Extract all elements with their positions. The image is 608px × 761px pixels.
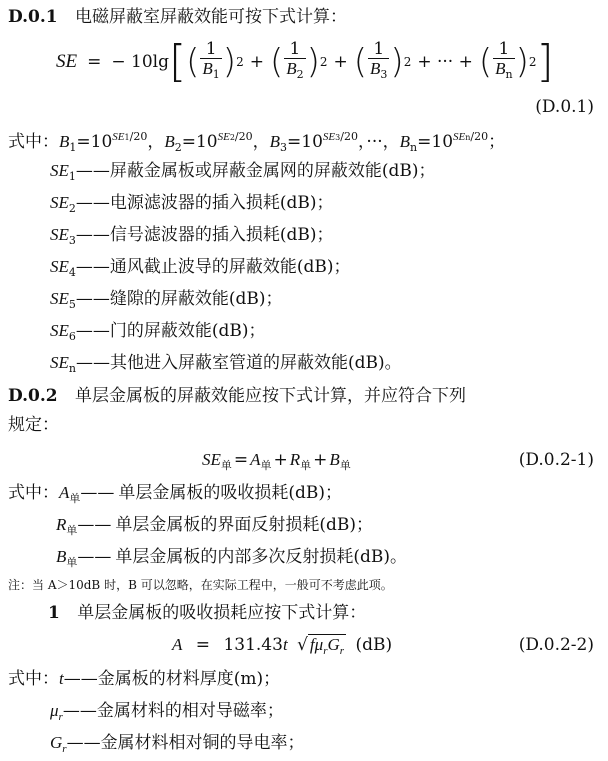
clause-d01-title: 电磁屏蔽室屏蔽效能可按下式计算： [75,7,348,27]
formula-d02-1-number: (D.0.2-1) [518,450,594,470]
definition-item: $SE_n——$其他进入屏蔽室管道的屏蔽效能(dB)。 [50,353,402,375]
sub-clause-1: 1 单层金属板的吸收损耗应按下式计算： [48,603,367,623]
definition-item: $G_r——$金属材料相对铜的导电率； [50,733,305,755]
formula-d01-number: (D.0.1) [535,97,594,117]
definition-item: 式中：t——金属板的材料厚度(m)； [8,669,281,689]
clause-d02-label: D.0.2 [8,386,58,406]
definition-item: $SE_3——$信号滤波器的插入损耗(dB)； [50,225,334,247]
definition-item: $SE_2——$电源滤波器的插入损耗(dB)； [50,193,334,215]
definition-item: 式中：$A_单——$ 单层金属板的吸收损耗(dB)； [8,483,343,505]
formula-d01-frac-1: $\frac{1}{B_1}$ [202,38,220,81]
formula-d01-close-bracket: ] [536,36,554,87]
formula-d01: SE = − 10lg [ ( $\frac{1}{B_1}$ ) 2 + ( $\frac{1}{B_2}$ ) 2 + ( $\frac{1}{B_3}$ ) 2 + ··· + ( $\frac{1}{B_n}$ ) 2 ] [56,36,554,87]
formula-d01-lhs: SE [56,51,78,72]
formula-d01-frac-3: $\frac{1}{B_3}$ [370,38,388,81]
formula-d02-2: A = 131.43t √ $f\mu_rG_r$ (dB) [172,635,393,657]
clause-d01-label: D.0.1 [8,7,58,27]
note: 注：当 A＞10dB 时，B 可以忽略，在实际工程中，一般可不考虑此项。 [8,578,393,592]
definition-item: $SE_1——$屏蔽金属板或屏蔽金属网的屏蔽效能(dB)； [50,161,436,183]
formula-d01-open-bracket: [ [168,36,187,87]
b-definitions: 式中：$B_1=10^{SE1/20}$，$B_2=10^{SE2/20}$，$B_3=10^{SE3/20}$，···，$B_n=10^{SEn/20}$； [8,130,506,154]
definition-item: $SE_6——$门的屏蔽效能(dB)； [50,321,266,343]
formula-d02-2-number: (D.0.2-2) [518,635,594,655]
formula-d01-coef: − 10lg [111,52,169,72]
formula-d02-1: $SE_单 = A_单 + R_单 + B_单$ [202,450,351,472]
formula-d01-eq: = [87,52,102,72]
definition-item: $SE_4——$通风截止波导的屏蔽效能(dB)； [50,257,351,279]
definition-item: $\mu_r——$金属材料的相对导磁率； [50,701,284,723]
clause-d02-heading [8,385,466,407]
definition-item: $SE_5——$缝隙的屏蔽效能(dB)； [50,289,283,311]
clause-d01-heading [8,6,347,28]
clause-d02-title-cont: 规定： [8,415,59,435]
definition-item: $R_单——$ 单层金属板的界面反射损耗(dB)； [56,515,374,537]
definition-item: $B_单——$ 单层金属板的内部多次反射损耗(dB)。 [56,547,408,569]
formula-d01-frac-n: $\frac{1}{B_n}$ [495,38,513,81]
clause-d02-title: 单层金属板的屏蔽效能应按下式计算，并应符合下列 [75,386,467,406]
formula-d01-frac-2: $\frac{1}{B_2}$ [286,38,304,81]
